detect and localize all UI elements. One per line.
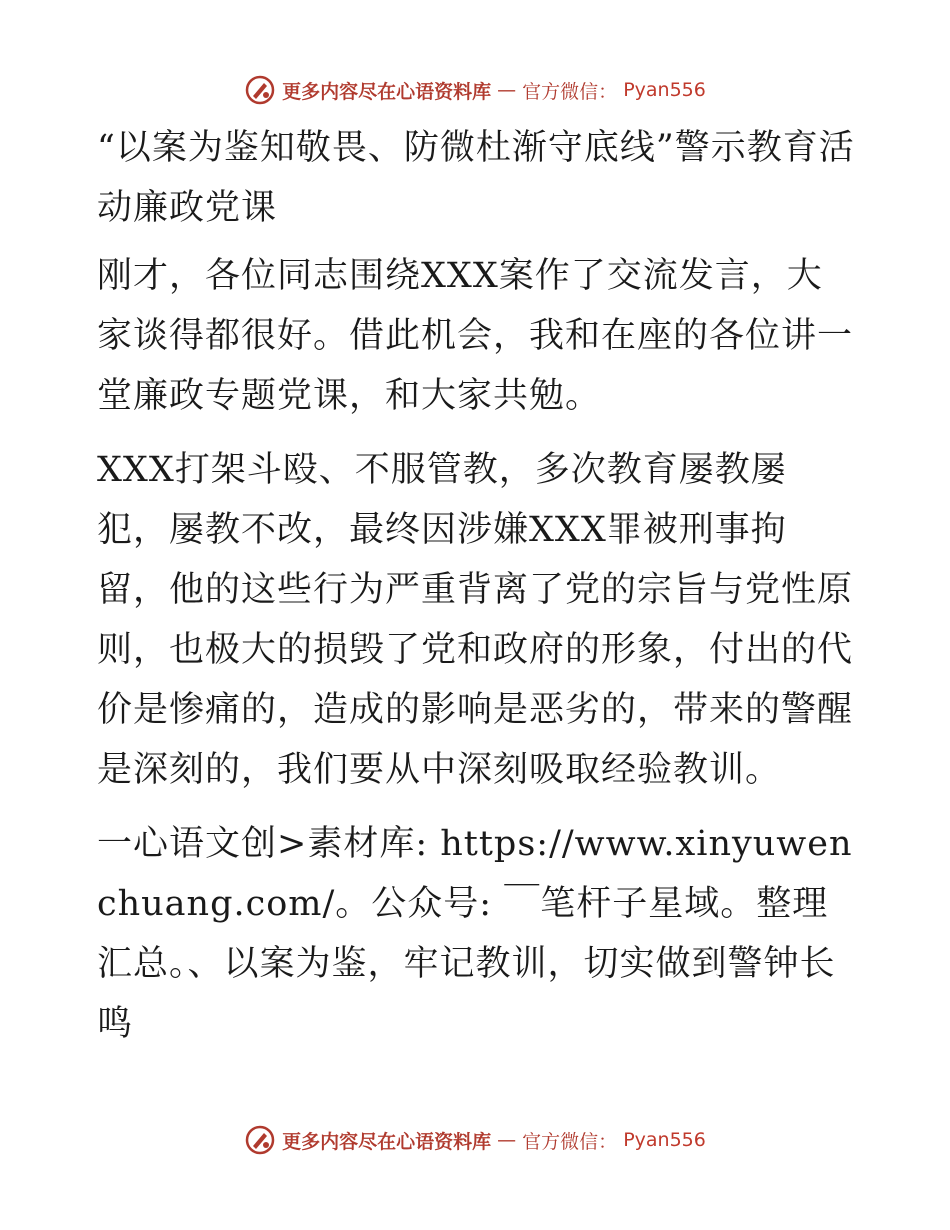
- header-wechat-label: 官方微信：: [522, 80, 618, 103]
- paragraph-case: XXX打架斗殴、不服管教，多次教育屡教屡犯，屡教不改，最终因涉嫌XXX罪被刑事拘留，他的这些行为严重背离了党的宗旨与党性原则，也极大的损毁了党和政府的形象，付出的代价是惨痛的，造成的影响是恶劣的，带来的警醒是深刻的，我们要从中深刻吸取经验教训。: [97, 450, 854, 790]
- footer-sep: —: [497, 1129, 517, 1151]
- document-title: “以案为鉴知敬畏、防微杜渐守底线”警示教育活动廉政党课: [97, 128, 855, 228]
- footer-wechat-id: Pyan556: [623, 1129, 706, 1151]
- footer-brand: 更多内容尽在心语资料库: [282, 1130, 492, 1153]
- header-sep: —: [497, 79, 517, 101]
- header-wechat-id: Pyan556: [623, 79, 706, 101]
- brand-logo-icon: [244, 1124, 276, 1156]
- brand-logo-icon: [244, 74, 276, 106]
- document-body: [97, 118, 857, 1068]
- footer-wechat-label: 官方微信：: [522, 1130, 618, 1153]
- paragraph-intro: 刚才，各位同志围绕XXX案作了交流发言，大家谈得都很好。借此机会，我和在座的各位讲一堂廉政专题党课，和大家共勉。: [97, 256, 854, 416]
- header-brand: 更多内容尽在心语资料库: [282, 80, 492, 103]
- footer-banner: [0, 1120, 950, 1160]
- paragraph-source: 一心语文创>素材库: https://www.xinyuwenchuang.com/。公众号: ￣笔杆子星域。整理汇总。、以案为鉴，牢记教训，切实做到警钟长鸣: [97, 824, 853, 1044]
- header-banner: [0, 70, 950, 110]
